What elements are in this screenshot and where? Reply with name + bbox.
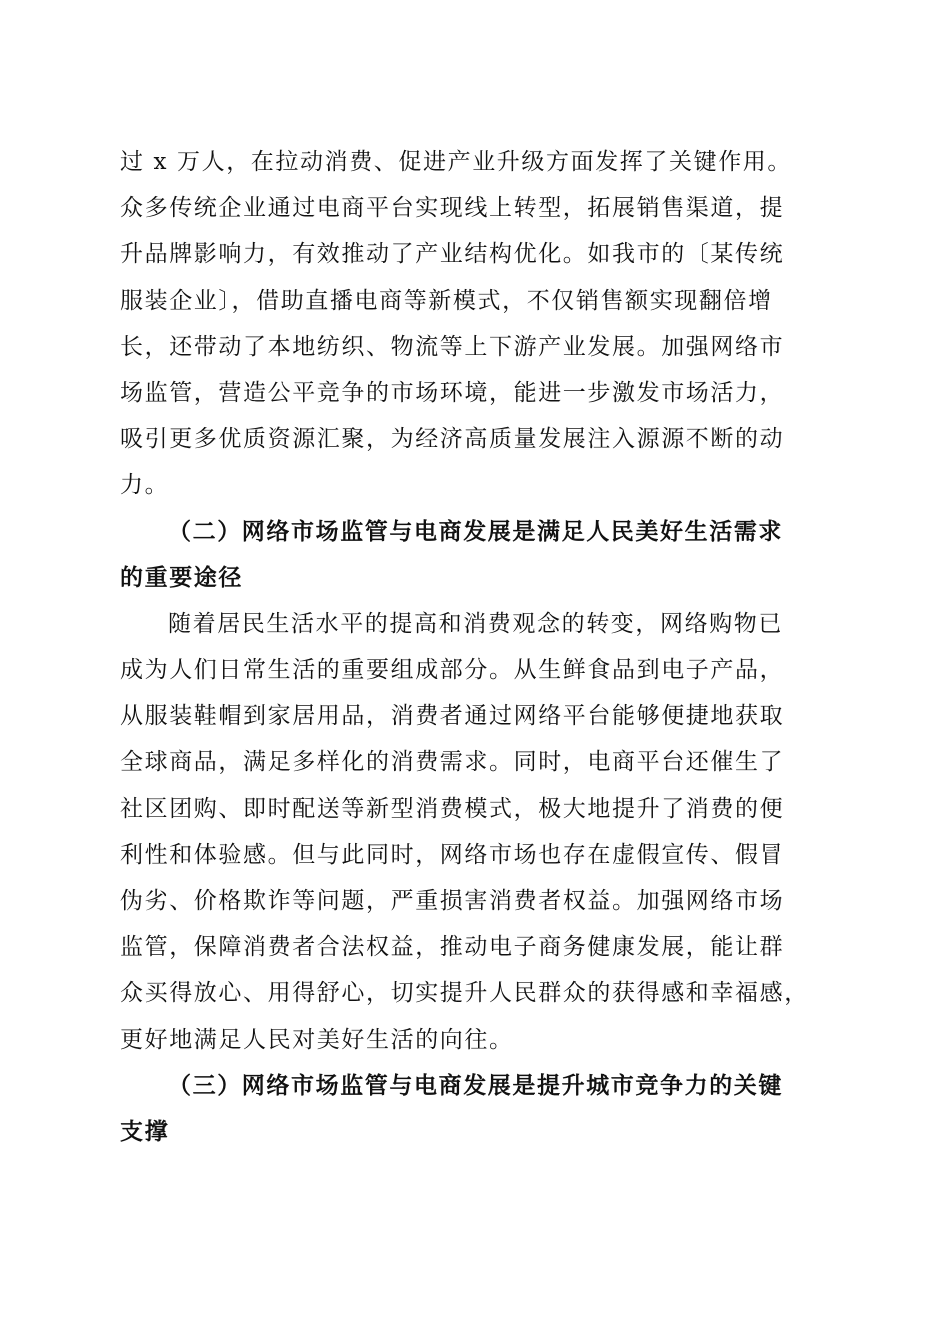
text-line: 伪劣、价格欺诈等问题，严重损害消费者权益。加强网络市场 — [120, 888, 785, 914]
text-line: 随着居民生活水平的提高和消费观念的转变，网络购物已 — [168, 610, 783, 637]
text-line: 众买得放心、用得舒心，切实提升人民群众的获得感和幸福感， — [120, 980, 809, 1007]
text-line: 全球商品，满足多样化的消费需求。同时，电商平台还催生了 — [120, 749, 785, 776]
paragraph-consumer-needs — [120, 601, 830, 1063]
paragraph-economic-role — [120, 139, 830, 509]
text-line: 场监管，营造公平竞争的市场环境，能进一步激发市场活力， — [120, 379, 785, 406]
text-line: 从服装鞋帽到家居用品，消费者通过网络平台能够便捷地获取 — [120, 703, 785, 730]
text-line: 更好地满足人民对美好生活的向往。 — [120, 1026, 514, 1053]
text-line: 成为人们日常生活的重要组成部分。从生鲜食品到电子产品， — [120, 657, 785, 684]
text-line: 升品牌影响力，有效推动了产业结构优化。如我市的〔某传统 — [120, 241, 785, 268]
document-body — [120, 139, 830, 1155]
text-line: 过 x 万人，在拉动消费、促进产业升级方面发挥了关键作用。 — [120, 149, 792, 175]
heading-line: 的重要途径 — [120, 563, 243, 591]
heading-line: （三）网络市场监管与电商发展是提升城市竞争力的关键 — [168, 1071, 783, 1099]
text-line: 服装企业〕，借助直播电商等新模式，不仅销售额实现翻倍增 — [120, 287, 773, 314]
text-line: 监管，保障消费者合法权益，推动电子商务健康发展，能让群 — [120, 934, 785, 961]
text-line: 吸引更多优质资源汇聚，为经济高质量发展注入源源不断的动 — [120, 426, 785, 453]
text-line: 社区团购、即时配送等新型消费模式，极大地提升了消费的便 — [120, 795, 785, 822]
section-heading-2 — [120, 509, 830, 601]
text-line: 众多传统企业通过电商平台实现线上转型，拓展销售渠道，提 — [120, 195, 785, 222]
text-line: 长，还带动了本地纺织、物流等上下游产业发展。加强网络市 — [120, 333, 785, 360]
heading-line: 支撑 — [120, 1117, 170, 1145]
section-heading-3 — [120, 1063, 830, 1155]
text-line: 利性和体验感。但与此同时，网络市场也存在虚假宣传、假冒 — [120, 841, 785, 868]
text-line: 力。 — [120, 472, 170, 499]
heading-line: （二）网络市场监管与电商发展是满足人民美好生活需求 — [168, 517, 783, 545]
